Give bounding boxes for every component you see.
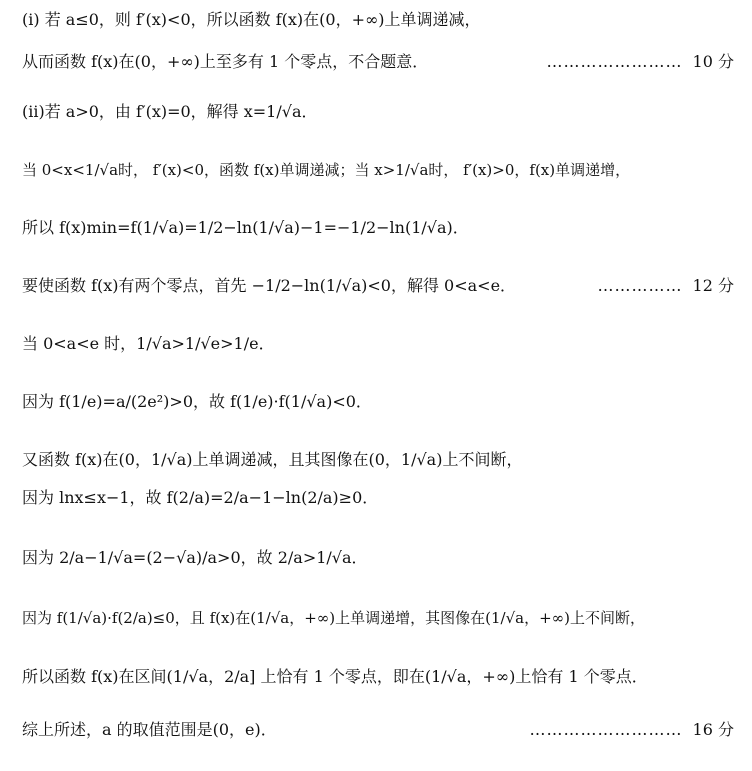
- step-line-4: [22, 160, 747, 180]
- score-label: 16 分: [692, 720, 734, 739]
- step-text: 当 0<x<1/√a时， f′(x)<0，函数 f(x)单调递减；当 x>1/√a时， f′(x)>0，f(x)单调递增，: [22, 161, 631, 179]
- step-line-8: [22, 392, 747, 412]
- step-line-13: [22, 667, 747, 687]
- score-label: 12 分: [692, 276, 734, 295]
- score-marker-16: [530, 720, 734, 740]
- leader-dots: ……………………: [546, 52, 683, 71]
- score-marker-10: [547, 52, 734, 72]
- step-line-7: [22, 334, 747, 354]
- step-text: 又函数 f(x)在(0，1/√a)上单调递减，且其图像在(0，1/√a)上不间断，: [22, 450, 523, 469]
- step-text: 要使函数 f(x)有两个零点，首先 −1/2−ln(1/√a)<0，解得 0<a<e．: [22, 276, 517, 295]
- step-line-10: [22, 488, 747, 508]
- step-text: 因为 f(1/e)=a/(2e²)>0，故 f(1/e)·f(1/√a)<0．: [22, 392, 372, 411]
- step-line-1: [22, 10, 747, 30]
- step-text: (i) 若 a≤0，则 f′(x)<0，所以函数 f(x)在(0，+∞)上单调递减，: [22, 10, 481, 29]
- leader-dots: ………………………: [529, 720, 683, 739]
- step-line-9: [22, 450, 747, 470]
- step-line-11: [22, 548, 747, 568]
- step-text: 因为 lnx≤x−1，故 f(2/a)=2/a−1−ln(2/a)≥0．: [22, 488, 379, 507]
- step-text: 综上所述，a 的取值范围是(0，e)．: [22, 720, 277, 739]
- step-text: 当 0<a<e 时，1/√a>1/√e>1/e．: [22, 334, 275, 353]
- score-marker-12: [598, 276, 734, 296]
- step-text: (ii)若 a>0，由 f′(x)=0，解得 x=1/√a．: [22, 102, 318, 121]
- step-line-3: [22, 102, 747, 122]
- step-text: 所以 f(x)min=f(1/√a)=1/2−ln(1/√a)−1=−1/2−ln(1/√a)．: [22, 218, 469, 237]
- step-text: 因为 2/a−1/√a=(2−√a)/a>0，故 2/a>1/√a．: [22, 548, 368, 567]
- step-text: 所以函数 f(x)在区间(1/√a，2/a] 上恰有 1 个零点，即在(1/√a，+∞)上恰有 1 个零点．: [22, 667, 648, 686]
- step-line-5: [22, 218, 747, 238]
- leader-dots: ……………: [597, 276, 683, 295]
- step-line-12: [22, 608, 747, 628]
- score-label: 10 分: [692, 52, 734, 71]
- step-text: 从而函数 f(x)在(0，+∞)上至多有 1 个零点，不合题意．: [22, 52, 429, 71]
- step-text: 因为 f(1/√a)·f(2/a)≤0，且 f(x)在(1/√a，+∞)上单调递增，其图像在(1/√a，+∞)上不间断，: [22, 609, 646, 627]
